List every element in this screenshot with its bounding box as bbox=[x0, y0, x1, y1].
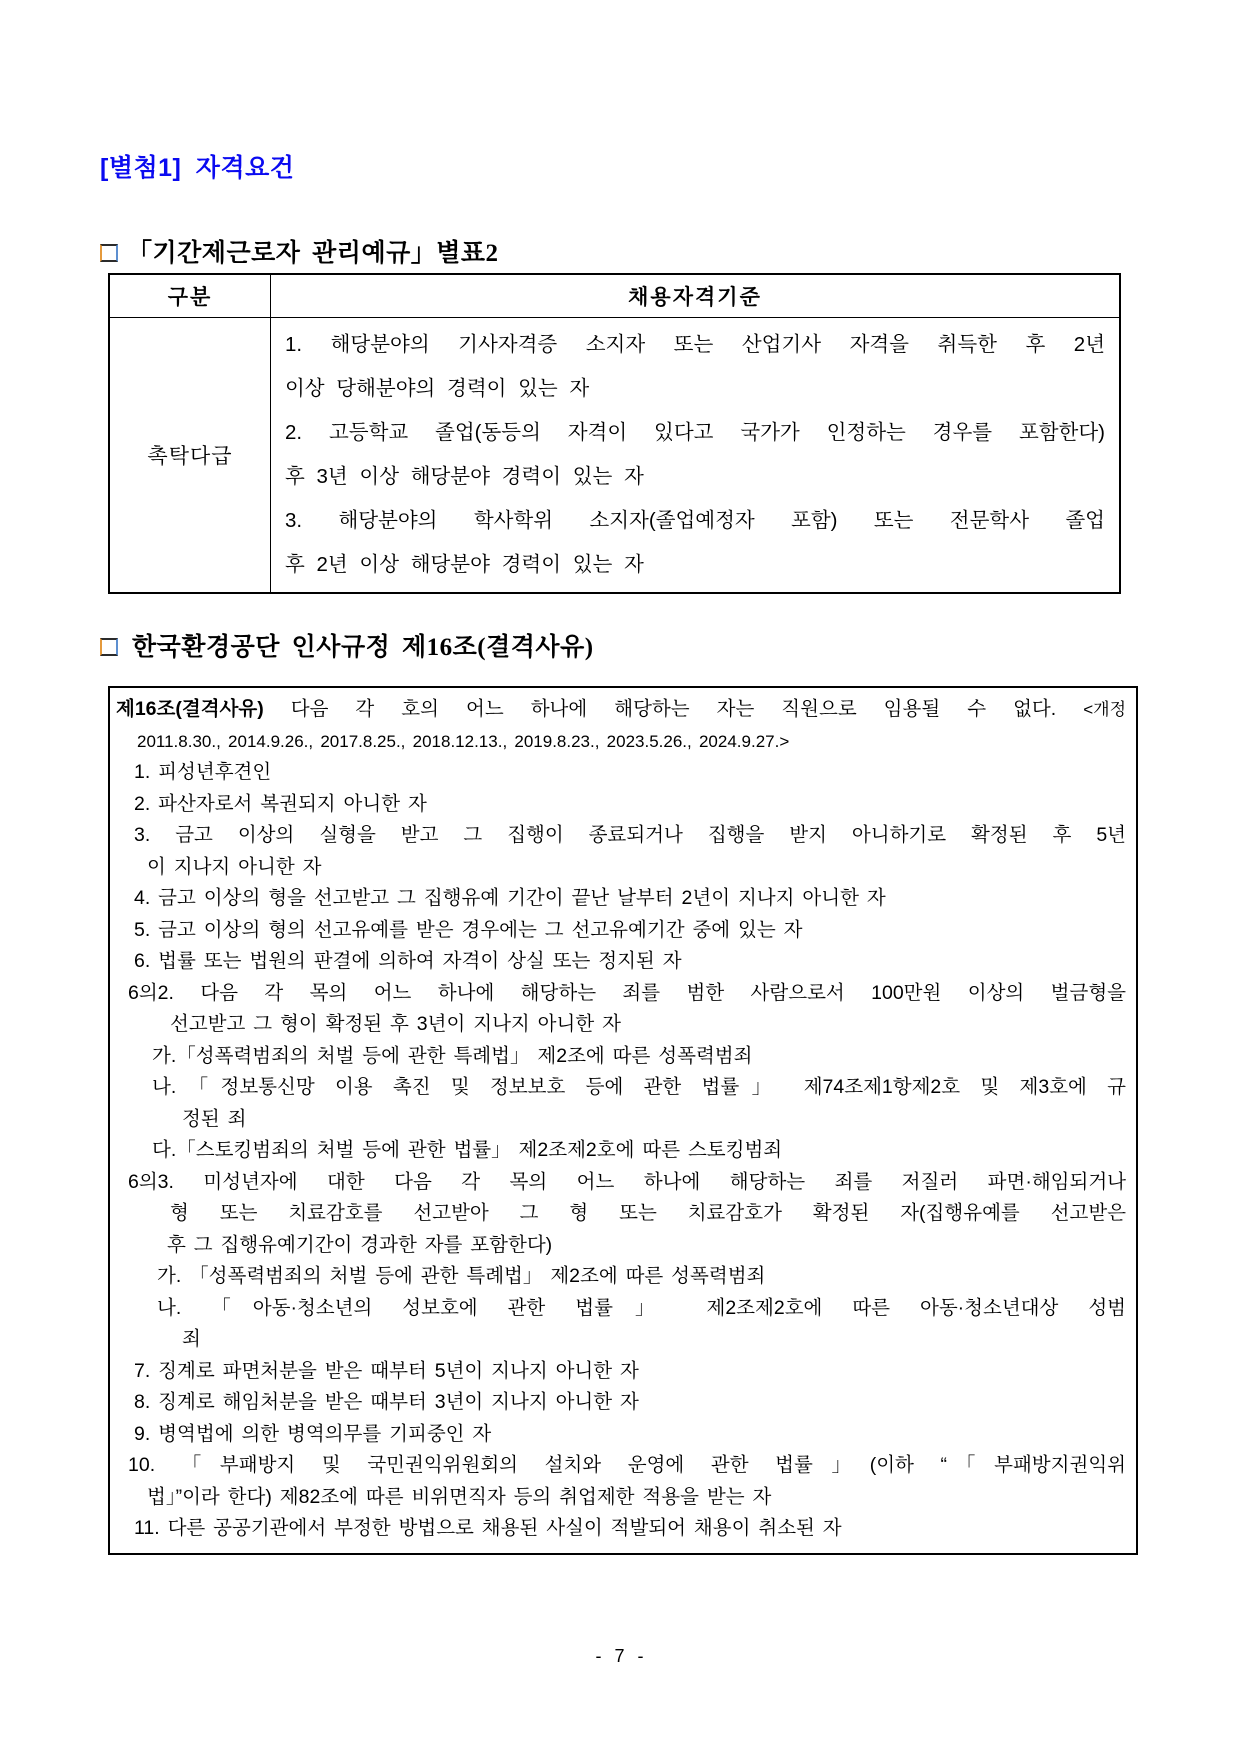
text-line: 나. 「아동·청소년의 성보호에 관한 법률」 제2조제2호에 따른 아동·청소년대상 성범 bbox=[157, 1296, 1126, 1319]
text-line: 3. 금고 이상의 실형을 받고 그 집행이 종료되거나 집행을 받지 아니하기로 확정된 후 5년 bbox=[134, 824, 1126, 846]
table-header-criteria: 채용자격기준 bbox=[271, 274, 1121, 318]
text-line: 법」”이라 한다) 제82조에 따른 비위면직자 등의 취업제한 적용을 받는 자 bbox=[147, 1485, 772, 1508]
text-line: 후 2년 이상 해당분야 경력이 있는 자 bbox=[285, 553, 644, 576]
criteria-cell bbox=[271, 318, 1121, 594]
table-header-category: 구분 bbox=[109, 274, 271, 318]
page-number: - 7 - bbox=[595, 1646, 645, 1666]
text-line: 이상 당해분야의 경력이 있는 자 bbox=[285, 377, 590, 400]
text-line: 가.「성폭력범죄의 처벌 등에 관한 특례법」 제2조에 따른 성폭력범죄 bbox=[152, 1044, 753, 1067]
text-line: 후 3년 이상 해당분야 경력이 있는 자 bbox=[285, 465, 644, 488]
section1-heading-text: 「기간제근로자 관리예규」별표2 bbox=[127, 240, 499, 267]
table-header-row bbox=[109, 274, 1120, 318]
text-line: 2011.8.30., 2014.9.26., 2017.8.25., 2018.12.13., 2019.8.23., 2023.5.26., 2024.9.27.> bbox=[137, 731, 790, 751]
text-line: 제16조(결격사유) 다음 각 호의 어느 하나에 해당하는 자는 직원으로 임용될 수 없다. <개정 bbox=[116, 698, 1126, 720]
text-line: 정된 죄 bbox=[182, 1107, 247, 1130]
text-line: 3. 해당분야의 학사학위 소지자(졸업예정자 포함) 또는 전문학사 졸업 bbox=[285, 509, 1105, 532]
qualification-table bbox=[108, 273, 1121, 594]
text-line: 10. 「부패방지 및 국민권익위원회의 설치와 운영에 관한 법률」(이하 “「부패방지권익위 bbox=[128, 1454, 1126, 1476]
table-row-label: 촉탁다급 bbox=[109, 318, 271, 594]
square-bullet-icon bbox=[100, 244, 118, 262]
text-line: 1. 피성년후견인 bbox=[134, 761, 272, 783]
section1-heading bbox=[100, 233, 499, 269]
text-line: 죄 bbox=[182, 1328, 201, 1350]
text-line: 8. 징계로 해임처분을 받은 때부터 3년이 지나지 아니한 자 bbox=[134, 1391, 639, 1413]
text-line: 선고받고 그 형이 확정된 후 3년이 지나지 아니한 자 bbox=[170, 1013, 621, 1035]
text-line: 후 그 집행유예기간이 경과한 자를 포함한다) bbox=[167, 1233, 553, 1256]
article16-box bbox=[108, 686, 1138, 1555]
text-line: 다.「스토킹범죄의 처벌 등에 관한 법률」 제2조제2호에 따른 스토킹범죄 bbox=[152, 1139, 783, 1161]
text-line: 6의2. 다음 각 목의 어느 하나에 해당하는 죄를 범한 사람으로서 100만원 이상의 벌금형을 bbox=[128, 981, 1126, 1004]
text-line: 6의3. 미성년자에 대한 다음 각 목의 어느 하나에 해당하는 죄를 저질러 파면·해임되거나 bbox=[128, 1170, 1126, 1193]
page-title: [별첨1] 자격요건 bbox=[100, 154, 295, 182]
text-line: 11. 다른 공공기관에서 부정한 방법으로 채용된 사실이 적발되어 채용이 취소된 자 bbox=[134, 1517, 842, 1539]
text-line: 5. 금고 이상의 형의 선고유예를 받은 경우에는 그 선고유예기간 중에 있는 자 bbox=[134, 918, 803, 941]
text-line: 가. 「성폭력범죄의 처벌 등에 관한 특례법」 제2조에 따른 성폭력범죄 bbox=[157, 1265, 766, 1287]
text-line: 7. 징계로 파면처분을 받은 때부터 5년이 지나지 아니한 자 bbox=[134, 1359, 639, 1382]
text-line: 2. 파산자로서 복권되지 아니한 자 bbox=[134, 792, 427, 815]
text-line: 이 지나지 아니한 자 bbox=[147, 855, 322, 878]
text-line: 4. 금고 이상의 형을 선고받고 그 집행유예 기간이 끝난 날부터 2년이 지나지 아니한 자 bbox=[134, 887, 886, 909]
section2-heading bbox=[100, 627, 594, 663]
text-line: 2. 고등학교 졸업(동등의 자격이 있다고 국가가 인정하는 경우를 포함한다) bbox=[285, 421, 1105, 444]
square-bullet-icon bbox=[100, 638, 118, 656]
text-line: 나.「정보통신망 이용 촉진 및 정보보호 등에 관한 법률」 제74조제1항제2호 및 제3호에 규 bbox=[152, 1076, 1126, 1098]
text-line: 6. 법률 또는 법원의 판결에 의하여 자격이 상실 또는 정지된 자 bbox=[134, 950, 682, 972]
section2-heading-text: 한국환경공단 인사규정 제16조(결격사유) bbox=[132, 634, 594, 661]
table-row bbox=[109, 318, 1120, 594]
text-line: 형 또는 치료감호를 선고받아 그 형 또는 치료감호가 확정된 자(집행유예를 선고받은 bbox=[170, 1202, 1126, 1224]
text-line: 9. 병역법에 의한 병역의무를 기피중인 자 bbox=[134, 1422, 492, 1445]
text-line: 1. 해당분야의 기사자격증 소지자 또는 산업기사 자격을 취득한 후 2년 bbox=[285, 333, 1105, 356]
